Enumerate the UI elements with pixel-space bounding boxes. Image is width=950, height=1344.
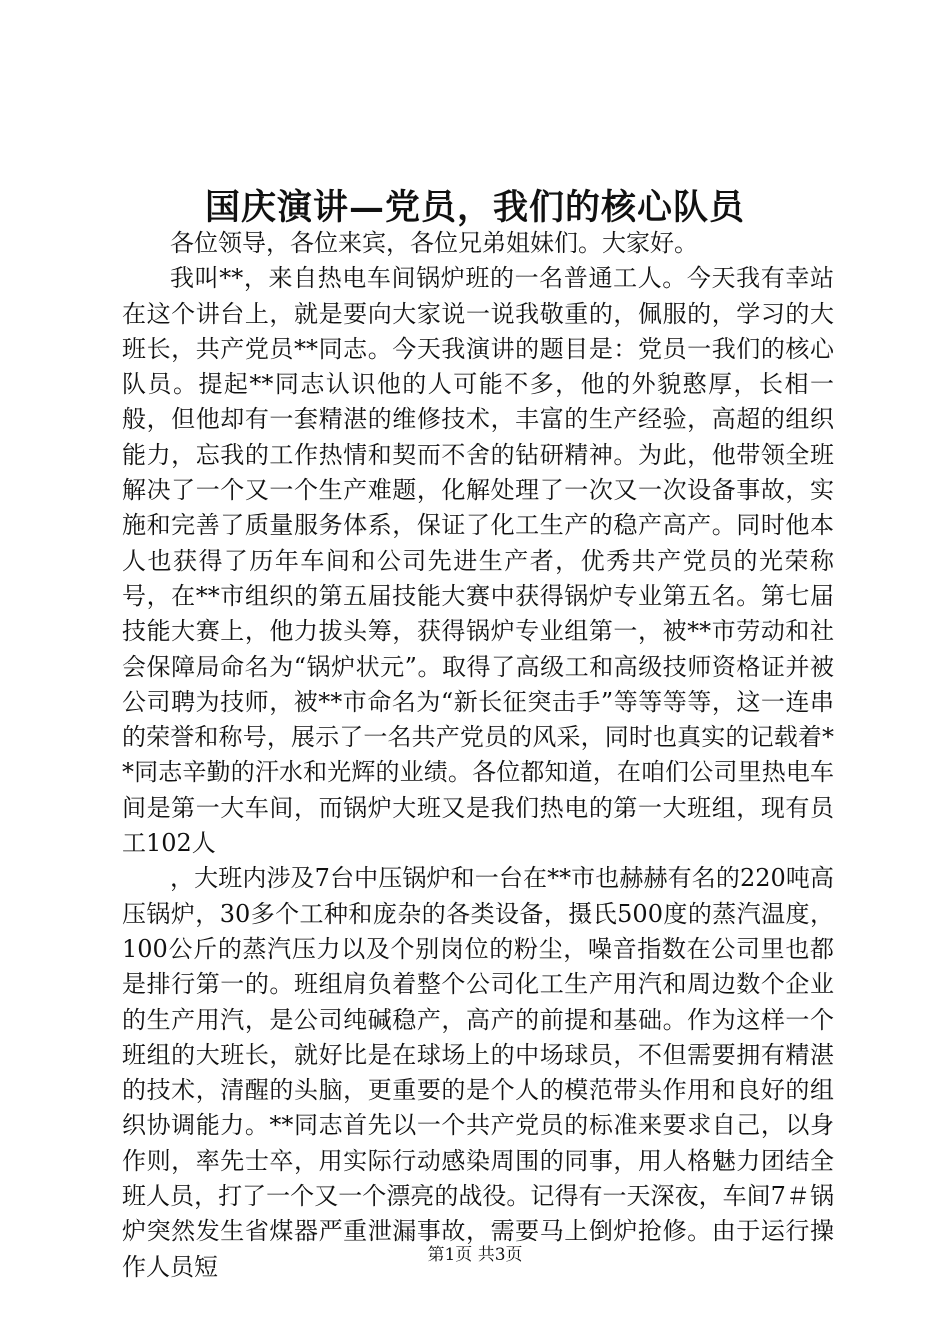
greeting-paragraph: 各位领导，各位来宾，各位兄弟姐妹们。大家好。	[170, 229, 698, 257]
document-body	[122, 226, 834, 1285]
document-title: 国庆演讲—党员，我们的核心队员	[204, 187, 745, 228]
body-paragraph: 我叫**，来自热电车间锅炉班的一名普通工人。今天我有幸站在这个讲台上，就是要向大家说一说我敬重的，佩服的，学习的大班长，共产党员**同志。今天我演讲的题目是：党员一我们的核心队员。提起**同志认识他的人可能不多，他的外貌憨厚，长相一般，但他却有一套精湛的维修技术，丰富的生产经验，高超的组织能力，忘我的工作热情和契而不舍的钻研精神。为此，他带领全班解决了一个又一个生产难题，化解处理了一次又一次设备事故，实施和完善了质量服务体系，保证了化工生产的稳产高产。同时他本人也获得了历年车间和公司先进生产者，优秀共产党员的光荣称号，在**市组织的第五届技能大赛中获得锅炉专业第五名。第七届技能大赛上，他力拔头筹，获得锅炉专业组第一，被**市劳动和社会保障局命名为“锅炉状元”。取得了高级工和高级技师资格证并被公司聘为技师，被**市命名为“新长征突击手”等等等等，这一连串的荣誉和称号，展示了一名共产党员的风采，同时也真实的记载着**同志辛勤的汗水和光辉的业绩。各位都知道，在咱们公司里热电车间是第一大车间，而锅炉大班又是我们热电的第一大班组，现有员工102人	[122, 264, 834, 858]
body-paragraph: ，大班内涉及7台中压锅炉和一台在**市也赫赫有名的220吨高压锅炉，30多个工种和庞杂的各类设备，摄氏500度的蒸汽温度，100公斤的蒸汽压力以及个别岗位的粉尘，噪音指数在公司里也都是排行第一的。班组肩负着整个公司化工生产用汽和周边数个企业的生产用汽，是公司纯碱稳产，高产的前提和基础。作为这样一个班组的大班长，就好比是在球场上的中场球员，不但需要拥有精湛的技术，清醒的头脑，更重要的是个人的模范带头作用和良好的组织协调能力。**同志首先以一个共产党员的标准来要求自己，以身作则，率先士卒，用实际行动感染周围的同事，用人格魅力团结全班人员，打了一个又一个漂亮的战役。记得有一天深夜，车间7＃锅炉突然发生省煤器严重泄漏事故，需要马上倒炉抢修。由于运行操作人员短	[122, 864, 834, 1281]
page-number-footer: 第1页 共3页	[427, 1245, 523, 1265]
